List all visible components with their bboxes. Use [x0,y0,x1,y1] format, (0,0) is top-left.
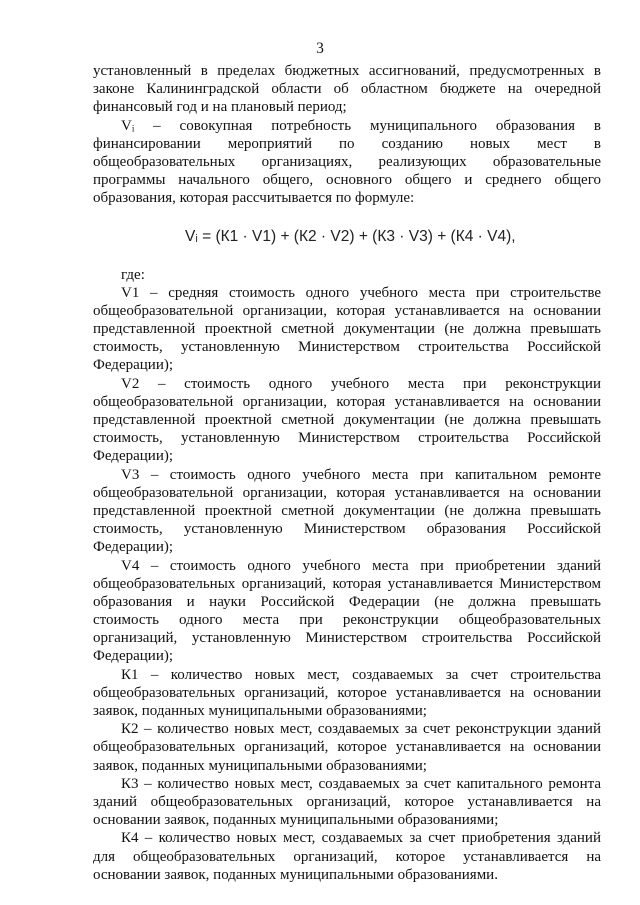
text-line: образования, которая рассчитывается по формуле: [93,190,415,207]
text-line: финансовый год и на плановый период; [93,99,347,116]
text-line: V1 – средняя стоимость одного учебного места при строительстве [121,284,601,301]
text-line: финансировании мероприятий по созданию новых мест в [93,135,601,152]
text-line: Федерации); [93,357,174,374]
text-line: заявок, поданных муниципальными образованиями; [93,757,427,774]
text-line: общеобразовательных организаций, которое устанавливается на основании [93,684,601,701]
text-line: представленной проектной сметной документации (не должна превышать [93,412,601,428]
text-line: стоимость одного места при реконструкции общеобразовательных [93,612,601,629]
formula: Vᵢ = (К1 · V1) + (К2 · V2) + (К3 · V3) + (К4 · V4), [185,227,516,245]
text-line: установленный в пределах бюджетных ассигнований, предусмотренных в [93,63,601,79]
text-line: программы начального общего, основного общего и среднего общего [93,172,601,189]
text-line: Федерации); [93,539,174,556]
text-line: законе Калининградской области об областном бюджете на очередной [93,81,601,98]
text-line: образования и науки Российской Федерации (не должна превышать [93,593,601,610]
text-line: для общеобразовательных организаций, которое устанавливается на [93,848,601,865]
where-label: где: [121,266,145,283]
text-line: стоимость, установленную Министерством строительства Российской [93,430,601,447]
text-line: представленной проектной сметной документации (не должна превышать [93,502,601,519]
page-number: 3 [316,40,324,57]
text-line: основании заявок, поданных муниципальными образованиями. [93,866,498,883]
text-line: V4 – стоимость одного учебного места при приобретении зданий [121,557,601,574]
text-line: общеобразовательных организаций, которое устанавливается на основании [93,739,601,756]
text-line: общеобразовательной организации, которая устанавливается на основании [93,393,601,410]
text-line: общеобразовательных организациях, реализующих образовательные [93,153,601,170]
document-body [93,62,601,884]
text-line: общеобразовательных организаций, которая устанавливается Министерством [93,575,601,592]
text-line: Федерации); [93,648,174,665]
text-line: основании заявок, поданных муниципальными образованиями; [93,812,499,829]
text-line: представленной проектной сметной документации (не должна превышать [93,321,601,338]
text-line: организаций, установленную Министерством строительства Российской [93,630,601,647]
text-line: Федерации); [93,448,174,465]
text-line: К3 – количество новых мест, создаваемых за счет капитального ремонта [121,775,601,792]
text-line: заявок, поданных муниципальными образованиями; [93,703,427,719]
text-line: общеобразовательной организации, которая устанавливается на основании [93,302,601,319]
text-line: V2 – стоимость одного учебного места при реконструкции [121,375,601,392]
text-line: V3 – стоимость одного учебного места при капитальном ремонте [121,466,601,483]
text-line: К2 – количество новых мест, создаваемых за счет реконструкции зданий [121,721,601,738]
text-line: К1 – количество новых мест, создаваемых за счет строительства [121,666,601,683]
text-line: стоимость, установленную Министерством образования Российской [93,521,601,538]
text-line: Vᵢ – совокупная потребность муниципального образования в [121,117,601,134]
text-line: К4 – количество новых мест, создаваемых за счет приобретения зданий [121,830,601,847]
text-line: зданий общеобразовательных организаций, которое устанавливается на [93,793,601,810]
text-line: общеобразовательной организации, которая устанавливается на основании [93,484,601,501]
text-line: стоимость, установленную Министерством строительства Российской [93,339,601,356]
